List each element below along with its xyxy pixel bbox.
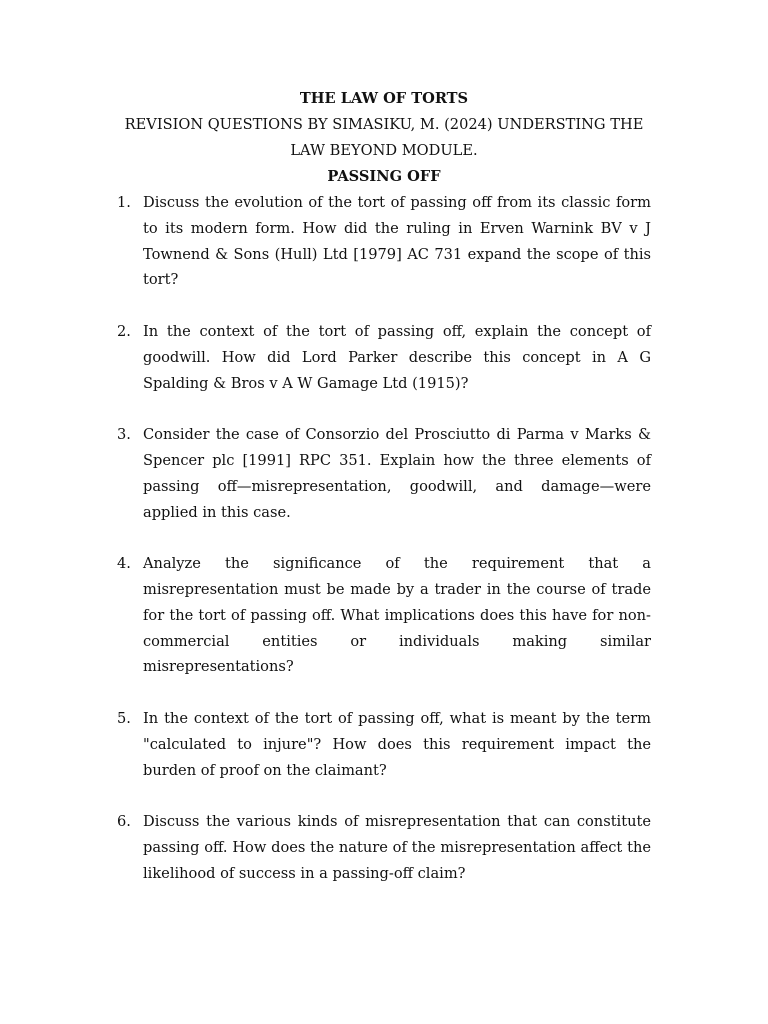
question-item [117, 190, 651, 293]
question-number: 2. [117, 322, 131, 340]
document-subtitle: REVISION QUESTIONS BY SIMASIKU, M. (2024) UNDERSTING THE LAW BEYOND MODULE. [124, 116, 644, 159]
question-item [117, 809, 651, 886]
question-text: In the context of the tort of passing off, explain the concept of goodwill. How did Lord Parker describe this concept in A G Spalding & Bros v A W Gamage Ltd (1915)? [143, 322, 651, 392]
question-text: In the context of the tort of passing off, what is meant by the term "calculated to injure"? How does this requirement impact the burden of proof on the claimant? [143, 709, 651, 779]
question-item [117, 551, 651, 680]
question-number: 3. [117, 426, 131, 444]
question-text: Discuss the evolution of the tort of passing off from its classic form to its modern form. How did the ruling in Erven Warnink BV v J Townend & Sons (Hull) Ltd [1979] AC 731 expand the scope of this tort? [143, 194, 651, 289]
question-item [117, 319, 651, 396]
question-number: 4. [117, 555, 131, 573]
document-title: THE LAW OF TORTS [299, 90, 469, 107]
question-number: 6. [117, 813, 131, 831]
question-number: 5. [117, 709, 131, 727]
question-item [117, 706, 651, 783]
question-text: Consider the case of Consorzio del Prosciutto di Parma v Marks & Spencer plc [1991] RPC 351. Explain how the three elements of passing off—misrepresentation, goodwill, and damage—were applied in this case. [143, 426, 651, 521]
question-item [117, 422, 651, 525]
question-list [117, 190, 651, 887]
question-text: Discuss the various kinds of misrepresentation that can constitute passing off. How does the nature of the misrepresentation affect the likelihood of success in a passing-off claim? [143, 813, 651, 882]
section-heading: PASSING OFF [327, 168, 441, 185]
question-number: 1. [117, 194, 131, 211]
question-text: Analyze the significance of the requirement that a misrepresentation must be made by a trader in the course of trade for the tort of passing off. What implications does this have for non-commercial entities or individuals making similar misrepresentations? [143, 555, 651, 676]
